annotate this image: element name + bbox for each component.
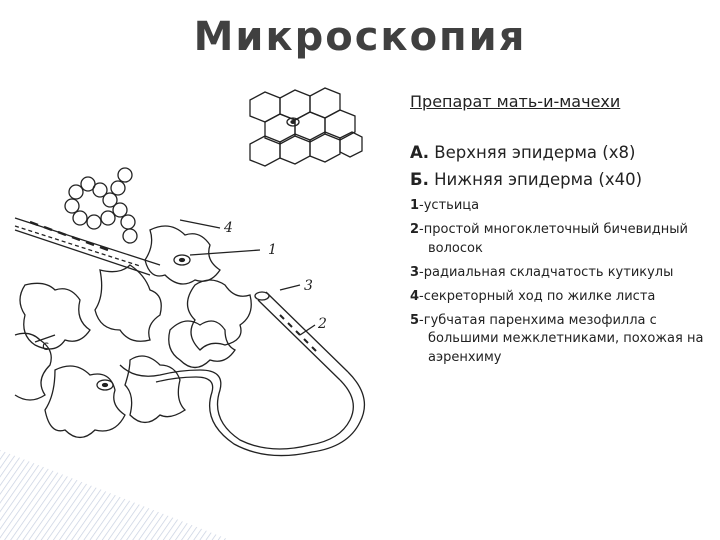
preparation-subtitle: Препарат мать-и-мачехи (410, 92, 621, 111)
text-panel (410, 92, 710, 373)
label-1: 1 (268, 242, 277, 258)
label-3: 3 (304, 278, 313, 294)
note-1: 1-устьица (410, 198, 480, 214)
cell-chain (65, 168, 137, 243)
microscopy-drawing (10, 80, 390, 460)
upper-epidermis-cells (250, 88, 362, 166)
note-5: 5-губчатая паренхима мезофилла с большими межклетниками, похожая на аэренхиму (410, 313, 704, 365)
note-4: 4-секреторный ход по жилке листа (410, 288, 656, 304)
label-c: с (42, 339, 50, 354)
views-list (410, 141, 710, 191)
slide-title: Микроскопия (193, 14, 527, 60)
lower-epidermis-cells (15, 226, 251, 438)
corner-decoration (0, 450, 230, 540)
note-2: 2-простой многоклеточный бичевидный волосок (410, 222, 688, 256)
label-2: 2 (318, 316, 327, 332)
note-3: 3-радиальная складчатость кутикулы (410, 264, 674, 280)
view-line-b: Б. Нижняя эпидерма (х40) (410, 170, 643, 190)
hair-loop (120, 292, 364, 456)
view-line-a: А. Верхняя эпидерма (х8) (410, 143, 636, 162)
label-4: 4 (224, 220, 233, 236)
secretory-duct (15, 218, 160, 275)
